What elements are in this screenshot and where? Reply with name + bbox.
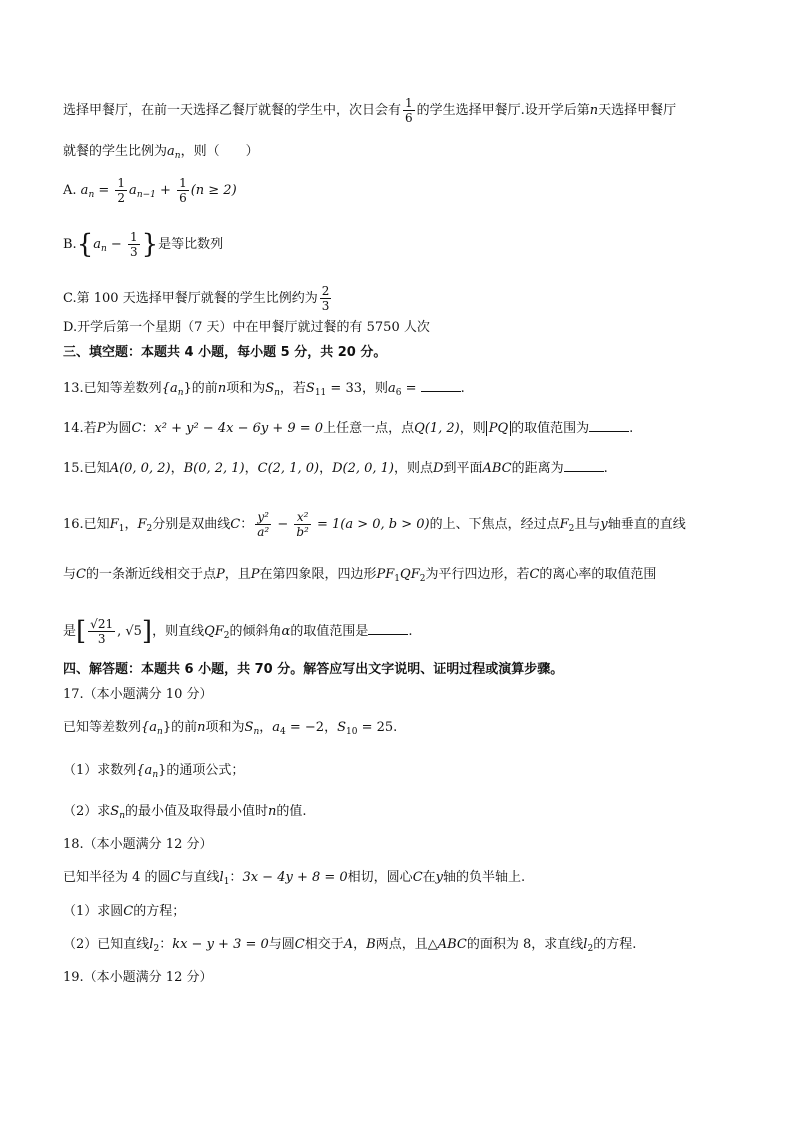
- var-s: S: [110, 804, 120, 819]
- q-text: ：: [141, 421, 155, 436]
- point-b: B(0, 2, 1): [183, 461, 245, 476]
- var-n: n: [589, 103, 599, 118]
- q-text: 的方程；: [133, 904, 186, 919]
- question-14: 14.若P为圆C：x² + y² − 4x − 6y + 9 = 0上任意一点，点Q(1, 2)，则 PQ 的取值范围为 .: [63, 421, 634, 436]
- subscript: 2: [146, 524, 153, 534]
- question-18-head: [63, 836, 212, 854]
- frac-den: a²: [257, 525, 270, 539]
- var-l: l: [149, 937, 154, 952]
- question-18-part-1: [63, 903, 185, 921]
- math: {a: [161, 381, 178, 396]
- var-p: P: [96, 421, 106, 436]
- q-text: 的前: [191, 381, 218, 396]
- math: QF: [400, 567, 420, 582]
- var-d: D: [433, 461, 444, 476]
- q-text: ，: [324, 720, 338, 735]
- q-text: ：: [159, 937, 173, 952]
- q-text: 相交于: [304, 937, 344, 952]
- frac-den: 3: [129, 245, 138, 259]
- subscript: 2: [419, 574, 426, 584]
- frac-num: √21: [90, 617, 114, 631]
- var-p: P: [250, 567, 260, 582]
- var-c: C: [412, 870, 423, 885]
- option-label: B.: [63, 237, 77, 252]
- question-17-body: [63, 719, 397, 741]
- point-a: A(0, 0, 2): [109, 461, 171, 476]
- option-label: A.: [63, 183, 77, 198]
- var-c: C: [123, 904, 134, 919]
- question-19-head: [63, 969, 212, 987]
- q-text: 是: [63, 624, 77, 639]
- var-f: F: [109, 517, 119, 532]
- var-a: a: [272, 720, 281, 735]
- var-a: a: [167, 144, 175, 159]
- line-equation: kx − y + 3 = 0: [172, 937, 269, 952]
- var-s: S: [244, 720, 254, 735]
- frac-num: 1: [129, 230, 138, 244]
- math: {a: [141, 720, 158, 735]
- q-text: 在第四象限，四边形: [259, 567, 377, 582]
- answer-blank[interactable]: [368, 622, 408, 635]
- fraction: [320, 284, 332, 313]
- answer-blank[interactable]: [564, 459, 604, 472]
- subscript: n: [174, 151, 181, 161]
- frac-num: y²: [255, 510, 271, 525]
- question-16-line-2: [63, 566, 656, 588]
- var-alpha: α: [281, 624, 291, 639]
- section-heading-fill-in: [63, 344, 386, 362]
- question-17-part-1: [63, 762, 244, 784]
- var-a: a: [80, 183, 89, 198]
- question-18-body: [63, 869, 525, 891]
- q-text: ，: [259, 720, 273, 735]
- frac-num: x²: [294, 510, 311, 525]
- math-op: −: [106, 237, 126, 252]
- var-a: a: [129, 183, 137, 198]
- subscript: n: [177, 388, 184, 398]
- math-op: =: [94, 183, 114, 198]
- math: = 1(a > 0, b > 0): [312, 517, 430, 532]
- frac-den: b²: [296, 525, 309, 539]
- q-text: 轴的负半轴上.: [443, 870, 526, 885]
- q-text: ，: [244, 461, 258, 476]
- var-c: C: [230, 517, 241, 532]
- var-l: l: [583, 937, 588, 952]
- q-text: 的倾斜角: [229, 624, 282, 639]
- subscript: n: [119, 811, 125, 821]
- var-s: S: [265, 381, 275, 396]
- q-text: 在: [422, 870, 436, 885]
- q-text: 的方程.: [593, 937, 637, 952]
- plane-abc: ABC: [482, 461, 512, 476]
- math: = −2: [285, 720, 325, 735]
- q-text: ：: [229, 870, 243, 885]
- point-q: Q(1, 2): [414, 421, 460, 436]
- q-text: 的离心率的取值范围: [539, 567, 657, 582]
- subscript: n: [101, 244, 107, 254]
- question-17-head: [63, 686, 212, 704]
- q-text: 的上、下焦点，经过点: [429, 517, 560, 532]
- question-15: 15.已知A(0, 0, 2)，B(0, 2, 1)，C(2, 1, 0)，D(2, 0, 1)，则点D到平面ABC的距离为 .: [63, 461, 608, 476]
- q-text: 16.已知: [63, 517, 110, 532]
- option-c: [63, 284, 333, 313]
- option-b: [63, 230, 223, 259]
- sqrt-five: √5: [125, 624, 142, 639]
- var-y: y: [600, 517, 608, 532]
- intro-text: 就餐的学生比例为: [63, 144, 168, 159]
- q-text: 分别是双曲线: [152, 517, 231, 532]
- math: {a: [136, 763, 153, 778]
- q-text: 项和为: [226, 381, 266, 396]
- subscript: 2: [223, 631, 230, 641]
- q-text: 的取值范围是: [290, 624, 369, 639]
- var-n: n: [197, 720, 206, 735]
- q-text: ，: [170, 461, 184, 476]
- line-equation: 3x − 4y + 8 = 0: [242, 870, 348, 885]
- frac-den: 2: [117, 191, 126, 205]
- subscript: 6: [395, 388, 402, 398]
- q-text: 的距离为: [511, 461, 564, 476]
- frac-den: 3: [321, 299, 330, 313]
- q-text: 与: [63, 567, 77, 582]
- var-s: S: [337, 720, 346, 735]
- q-text: ：: [240, 517, 254, 532]
- q-text: 的通项公式；: [166, 763, 245, 778]
- var-a-point: A: [343, 937, 354, 952]
- subscript: n−1: [136, 190, 156, 200]
- math: ,: [117, 624, 126, 639]
- math: }: [162, 720, 172, 735]
- brace-open: {: [76, 229, 94, 260]
- var-l: l: [219, 870, 224, 885]
- q-text: ，: [319, 461, 333, 476]
- frac-den: 6: [179, 191, 187, 205]
- subscript: n: [88, 190, 95, 200]
- q-text: 到平面: [443, 461, 483, 476]
- q-text: ，若: [279, 381, 306, 396]
- q-text: 相切，圆心: [347, 870, 413, 885]
- var-a: a: [388, 381, 396, 396]
- fraction-one-sixth: [403, 96, 415, 125]
- brace-close: }: [141, 229, 159, 260]
- section-heading-solutions: [63, 661, 563, 679]
- q-text: （2）求: [63, 804, 111, 819]
- var-a: a: [93, 237, 101, 252]
- math: = 25: [357, 720, 394, 735]
- var-f: F: [559, 517, 569, 532]
- q-text: 轴垂直的直线: [607, 517, 686, 532]
- option-d: [63, 319, 430, 337]
- intro-line-1: [63, 96, 676, 125]
- q-text: ，则点: [394, 461, 434, 476]
- q-text: 上任意一点，点: [323, 421, 415, 436]
- var-c: C: [294, 937, 305, 952]
- bracket-open: [: [76, 616, 87, 647]
- subscript: n: [274, 388, 280, 398]
- frac-num: 2: [321, 284, 330, 298]
- q-text: 为平行四边形，若: [425, 567, 530, 582]
- math: }: [158, 763, 167, 778]
- q-text: ，则直线: [152, 624, 205, 639]
- var-n: n: [268, 804, 277, 819]
- var-c: C: [131, 421, 142, 436]
- subscript: 1: [223, 877, 230, 887]
- subscript: 10: [346, 727, 358, 737]
- math: QF: [204, 624, 224, 639]
- fraction: [128, 230, 140, 259]
- question-18-part-2: [63, 936, 636, 958]
- q-text: （2）已知直线: [63, 937, 150, 952]
- q-head: 17.（本小题满分 10 分）: [63, 687, 213, 702]
- abs-pq: PQ: [486, 421, 511, 436]
- math-op: +: [155, 183, 176, 198]
- subscript: n: [157, 727, 163, 737]
- math: = 33: [326, 381, 362, 396]
- answer-blank[interactable]: [421, 379, 461, 392]
- circle-equation: x² + y² − 4x − 6y + 9 = 0: [154, 421, 324, 436]
- q-text: ，则: [459, 421, 486, 436]
- subscript: 1: [394, 574, 401, 584]
- bracket-close: ]: [141, 616, 153, 647]
- option-text: C.第 100 天选择甲餐厅就餐的学生比例约为: [63, 291, 318, 306]
- q-text: ，则: [361, 381, 388, 396]
- intro-text: 天选择甲餐厅: [598, 103, 677, 118]
- var-n: n: [217, 381, 227, 396]
- question-16-line-1: [63, 510, 686, 539]
- fraction: [115, 176, 127, 205]
- section-title: 三、填空题：本题共 4 小题，每小题 5 分，共 20 分。: [63, 345, 387, 360]
- q-head: 19.（本小题满分 12 分）: [63, 970, 213, 985]
- subscript: 2: [587, 944, 594, 954]
- point-d: D(2, 0, 1): [332, 461, 395, 476]
- intro-text: 的学生选择甲餐厅.设开学后第: [416, 103, 590, 118]
- option-a: [63, 176, 237, 205]
- subscript: n: [152, 770, 159, 780]
- q-text: 的值.: [276, 804, 307, 819]
- question-17-part-2: [63, 803, 307, 825]
- var-c: C: [76, 567, 86, 582]
- question-16-line-3: 是[ $\frac{√21}{3}$ , √5]，则直线$QF_2$的倾斜角α的取值范围是 .: [63, 616, 413, 647]
- subscript: 1: [118, 524, 125, 534]
- math: PF: [376, 567, 395, 582]
- q-text: 14.若: [63, 421, 97, 436]
- intro-text: 选择甲餐厅，在前一天选择乙餐厅就餐的学生中，次日会有: [63, 103, 402, 118]
- q-text: 13.已知等差数列: [63, 381, 162, 396]
- condition: (n ≥ 2): [190, 183, 237, 198]
- q-text: 已知半径为 4 的圆: [63, 870, 171, 885]
- subscript: 4: [280, 727, 286, 737]
- q-text: 且与: [574, 517, 601, 532]
- q-text: 的面积为 8，求直线: [466, 937, 584, 952]
- q-text: 项和为: [205, 720, 245, 735]
- math: }: [183, 381, 192, 396]
- var-f: F: [137, 517, 147, 532]
- q-text: ，: [353, 937, 367, 952]
- subscript: 2: [153, 944, 160, 954]
- q-text: （1）求圆: [63, 904, 124, 919]
- var-b-point: B: [366, 937, 376, 952]
- frac-den: 6: [405, 111, 413, 125]
- subscript: 2: [568, 524, 575, 534]
- question-13: 13.已知等差数列$\{a_n\}$的前n项和为$S_n$，若$S_{11} = 33$，则$a_6$ = .: [63, 381, 465, 398]
- q-text: 15.已知: [63, 461, 110, 476]
- fraction: [177, 176, 189, 205]
- section-title: 四、解答题：本题共 6 小题，共 70 分。解答应写出文字说明、证明过程或演算步骤。: [63, 662, 564, 677]
- frac-num: 1: [117, 176, 126, 190]
- intro-line-2: [63, 143, 259, 165]
- q-text: 与圆: [268, 937, 295, 952]
- q-text: 为圆: [105, 421, 132, 436]
- q-text: 已知等差数列: [63, 720, 142, 735]
- frac-num: 1: [179, 176, 187, 190]
- var-y: y: [435, 870, 444, 885]
- q-text: 与直线: [180, 870, 220, 885]
- q-text: （1）求数列: [63, 763, 137, 778]
- math: =: [401, 381, 421, 396]
- triangle-abc: △ABC: [427, 937, 467, 952]
- q-text: 的取值范围为: [511, 421, 590, 436]
- option-text: 是等比数列: [158, 237, 224, 252]
- q-text: .: [393, 720, 398, 735]
- answer-blank[interactable]: [589, 419, 629, 432]
- q-text: ，: [124, 517, 138, 532]
- subscript: 11: [314, 388, 327, 398]
- intro-text: ，则（ ）: [180, 144, 259, 159]
- math-op: −: [273, 517, 293, 532]
- fraction: [255, 510, 271, 539]
- point-c: C(2, 1, 0): [257, 461, 320, 476]
- frac-num: 1: [405, 96, 413, 110]
- subscript: n: [253, 727, 260, 737]
- var-p: P: [215, 567, 225, 582]
- var-c: C: [529, 567, 540, 582]
- q-text: ，且: [224, 567, 251, 582]
- q-text: 的最小值及取得最小值时: [124, 804, 268, 819]
- fraction: [88, 617, 115, 646]
- q-text: 的一条渐近线相交于点: [85, 567, 216, 582]
- var-s: S: [305, 381, 315, 396]
- option-text: D.开学后第一个星期（7 天）中在甲餐厅就过餐的有 5750 人次: [63, 320, 430, 335]
- fraction: [294, 510, 311, 539]
- frac-den: 3: [97, 632, 106, 646]
- q-text: 的前: [171, 720, 198, 735]
- q-text: 两点，且: [375, 937, 428, 952]
- q-head: 18.（本小题满分 12 分）: [63, 837, 213, 852]
- var-c: C: [170, 870, 181, 885]
